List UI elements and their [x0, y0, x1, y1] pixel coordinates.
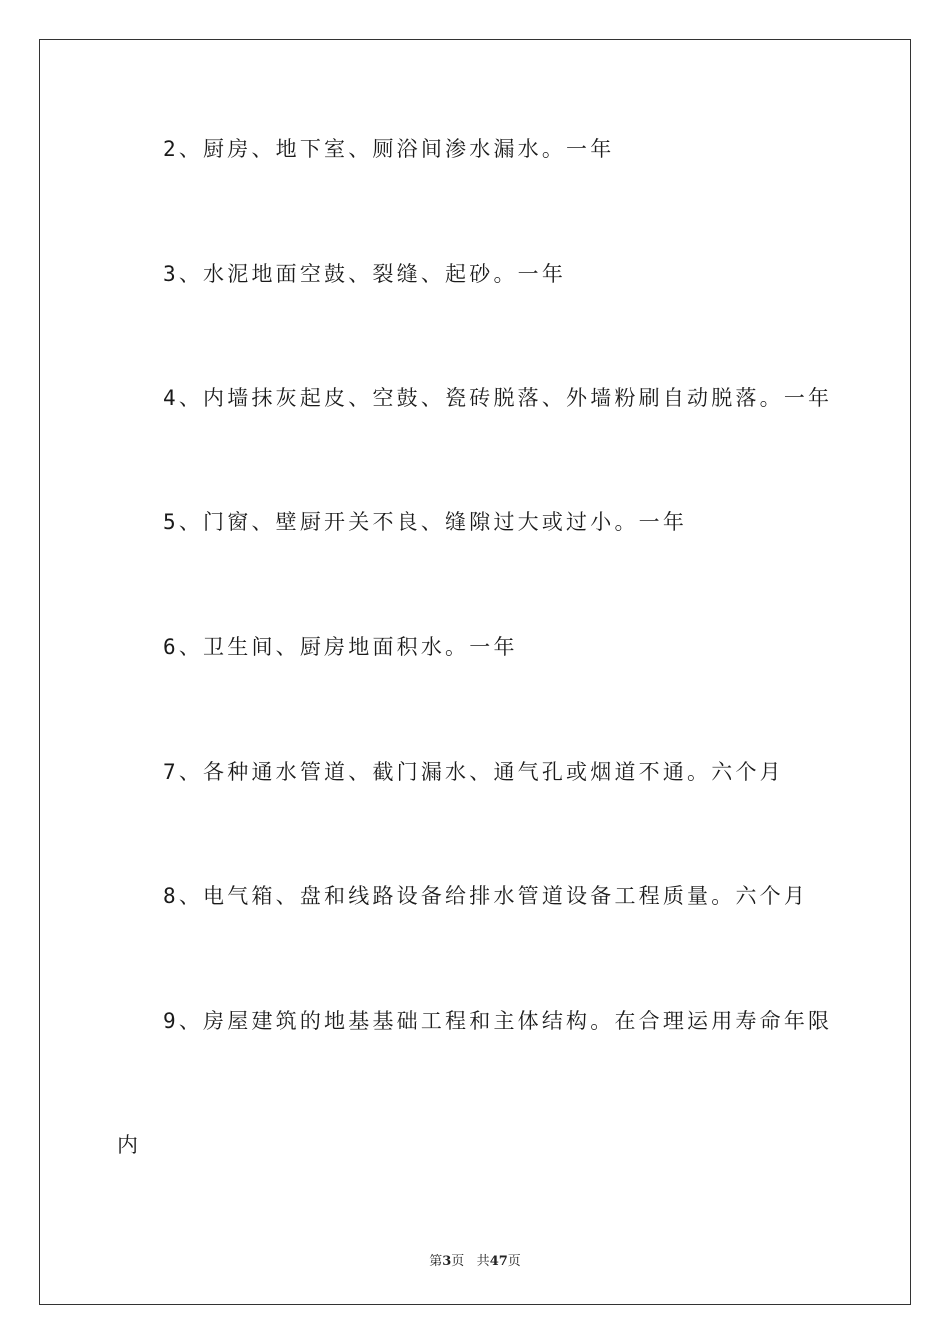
page-footer [0, 1250, 950, 1269]
footer-page-prefix: 第 [429, 1254, 443, 1269]
paragraph-line-8: 8、电气箱、盘和线路设备给排水管道设备工程质量。六个月 [163, 884, 809, 908]
paragraph-line-2: 2、厨房、地下室、厕浴间渗水漏水。一年 [163, 137, 615, 161]
paragraph-line-3: 3、水泥地面空鼓、裂缝、起砂。一年 [163, 262, 567, 286]
footer-total-prefix: 共 [476, 1254, 490, 1269]
footer-total-pages: 47 [489, 1254, 508, 1269]
page-border [39, 39, 911, 1305]
paragraph-line-9-continuation: 内 [117, 1133, 142, 1157]
paragraph-line-5: 5、门窗、壁厨开关不良、缝隙过大或过小。一年 [163, 510, 688, 534]
paragraph-line-6: 6、卫生间、厨房地面积水。一年 [163, 635, 518, 659]
paragraph-line-4: 4、内墙抹灰起皮、空鼓、瓷砖脱落、外墙粉刷自动脱落。一年 [163, 386, 833, 410]
footer-page-suffix: 页 [451, 1254, 465, 1269]
footer-total-suffix: 页 [507, 1254, 521, 1269]
paragraph-line-7: 7、各种通水管道、截门漏水、通气孔或烟道不通。六个月 [163, 760, 784, 784]
paragraph-line-9: 9、房屋建筑的地基基础工程和主体结构。在合理运用寿命年限 [163, 1009, 833, 1033]
footer-page-number: 3 [442, 1254, 452, 1269]
